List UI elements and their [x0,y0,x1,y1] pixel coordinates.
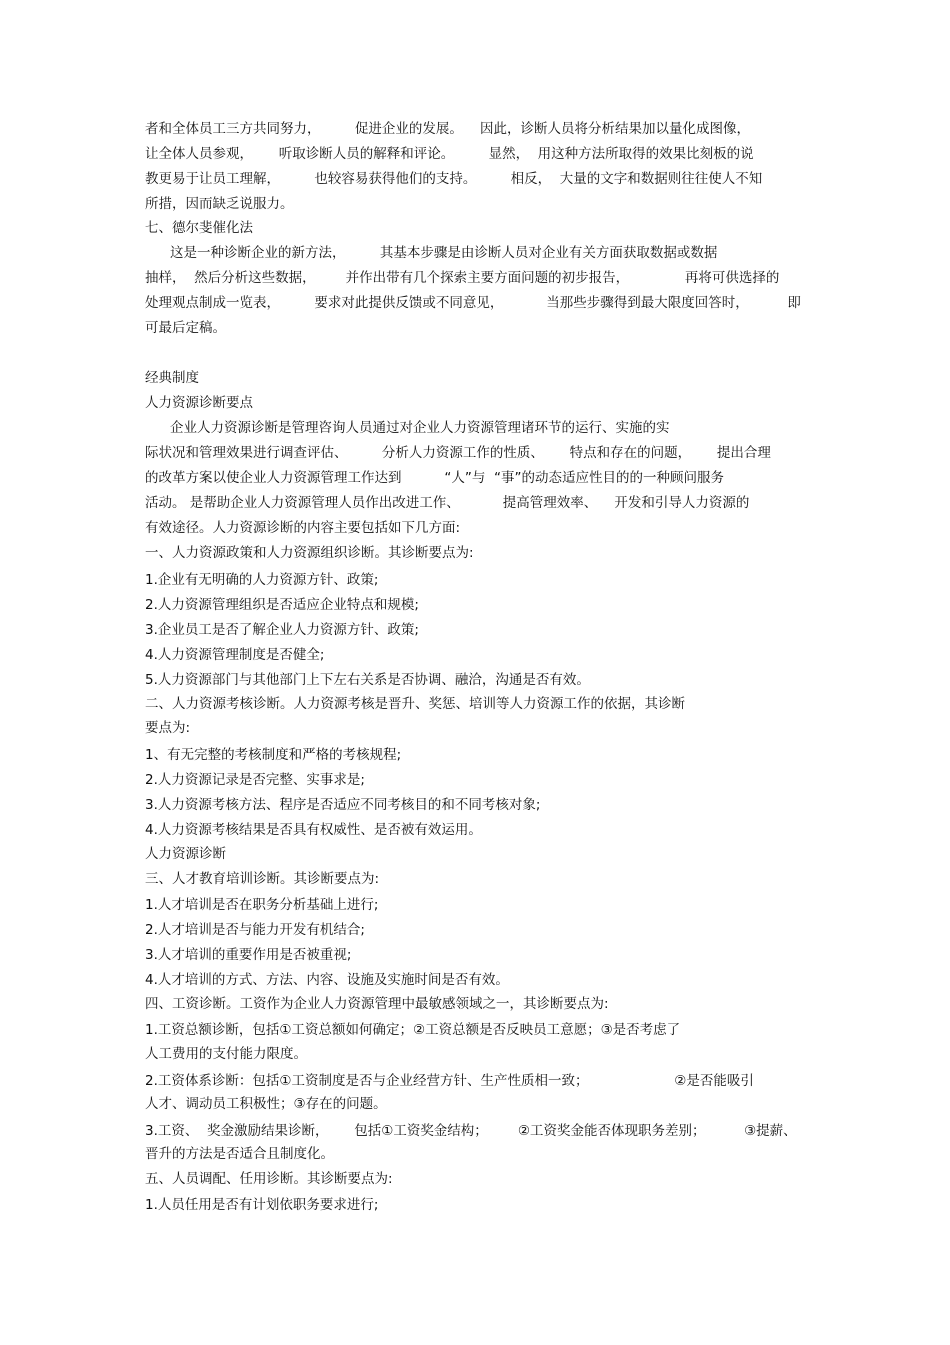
classic-title: 经典制度 [145,370,199,386]
intro-line: 让全体人员参观， 听取诊断人员的解释和评论。 显然， 用这种方法所取得的效果比刻板的说 [145,146,754,162]
paragraph-line: 有效途径。人力资源诊断的内容主要包括如下几方面: [145,520,461,536]
list-item: 1.人才培训是否在职务分析基础上进行; [145,897,379,913]
paragraph-line: 际状况和管理效果进行调查评估、 分析人力资源工作的性质、 特点和存在的问题， 提出合理 [145,445,771,461]
sub-title: 人力资源诊断 [145,846,226,862]
list-item: 1、有无完整的考核制度和严格的考核规程; [145,747,402,763]
list-item: 4.人力资源考核结果是否具有权威性、是否被有效运用。 [145,822,482,838]
list-item-continued: 晋升的方法是否适合且制度化。 [145,1146,334,1162]
list-item-continued: 人才、调动员工积极性；③存在的问题。 [145,1096,387,1112]
main-title: 人力资源诊断要点 [145,395,253,411]
list-item: 4.人才培训的方式、方法、内容、设施及实施时间是否有效。 [145,972,509,988]
list-item: 1.人员任用是否有计划依职务要求进行; [145,1197,379,1213]
list-item: 3.人力资源考核方法、程序是否适应不同考核目的和不同考核对象; [145,797,541,813]
list-item: 2.人才培训是否与能力开发有机结合; [145,922,365,938]
list-item: 2.工资体系诊断：包括①工资制度是否与企业经营方针、生产性质相一致； ②是否能吸引 [145,1073,754,1089]
paragraph-line: 这是一种诊断企业的新方法， 其基本步骤是由诊断人员对企业有关方面获取数据或数据 [170,245,718,261]
list-item: 3.工资、 奖金激励结果诊断， 包括①工资奖金结构； ②工资奖金能否体现职务差别； ③提薪、 [145,1123,797,1139]
intro-line: 教更易于让员工理解， 也较容易获得他们的支持。 相反， 大量的文字和数据则往往使人不知 [145,171,763,187]
section-heading: 二、人力资源考核诊断。人力资源考核是晋升、奖惩、培训等人力资源工作的依据，其诊断 [145,696,685,712]
list-item: 1.企业有无明确的人力资源方针、政策; [145,572,379,588]
list-item: 5.人力资源部门与其他部门上下左右关系是否协调、融洽，沟通是否有效。 [145,672,590,688]
list-item-continued: 人工费用的支付能力限度。 [145,1046,307,1062]
paragraph-line: 企业人力资源诊断是管理咨询人员通过对企业人力资源管理诸环节的运行、实施的实 [170,420,670,436]
list-item: 4.人力资源管理制度是否健全; [145,647,325,663]
list-item: 3.人才培训的重要作用是否被重视; [145,947,352,963]
list-item: 3.企业员工是否了解企业人力资源方针、政策; [145,622,419,638]
list-item: 1.工资总额诊断，包括①工资总额如何确定；②工资总额是否反映员工意愿；③是否考虑了 [145,1022,681,1038]
paragraph-line: 的改革方案以使企业人力资源管理工作达到 “人”与 “事”的动态适应性目的的一种顾问服务 [145,470,724,486]
section-heading: 一、人力资源政策和人力资源组织诊断。其诊断要点为: [145,545,474,561]
section-heading: 要点为: [145,720,191,736]
paragraph-line: 可最后定稿。 [145,320,226,336]
section-heading: 四、工资诊断。工资作为企业人力资源管理中最敏感领域之一，其诊断要点为: [145,996,609,1012]
paragraph-line: 活动。 是帮助企业人力资源管理人员作出改进工作、 提高管理效率、 开发和引导人力资源的 [145,495,750,511]
list-item: 2.人力资源记录是否完整、实事求是; [145,772,365,788]
list-item: 2.人力资源管理组织是否适应企业特点和规模; [145,597,419,613]
intro-line: 所措，因而缺乏说服力。 [145,196,294,212]
section-heading: 三、人才教育培训诊断。其诊断要点为: [145,871,380,887]
intro-line: 者和全体员工三方共同努力， 促进企业的发展。 因此，诊断人员将分析结果加以量化成图像， [145,121,750,137]
section-heading: 五、人员调配、任用诊断。其诊断要点为: [145,1171,393,1187]
section-heading: 七、德尔斐催化法 [145,220,253,236]
paragraph-line: 处理观点制成一览表， 要求对此提供反馈或不同意见， 当那些步骤得到最大限度回答时， 即 [145,295,801,311]
paragraph-line: 抽样， 然后分析这些数据， 并作出带有几个探索主要方面问题的初步报告， 再将可供选择的 [145,270,780,286]
